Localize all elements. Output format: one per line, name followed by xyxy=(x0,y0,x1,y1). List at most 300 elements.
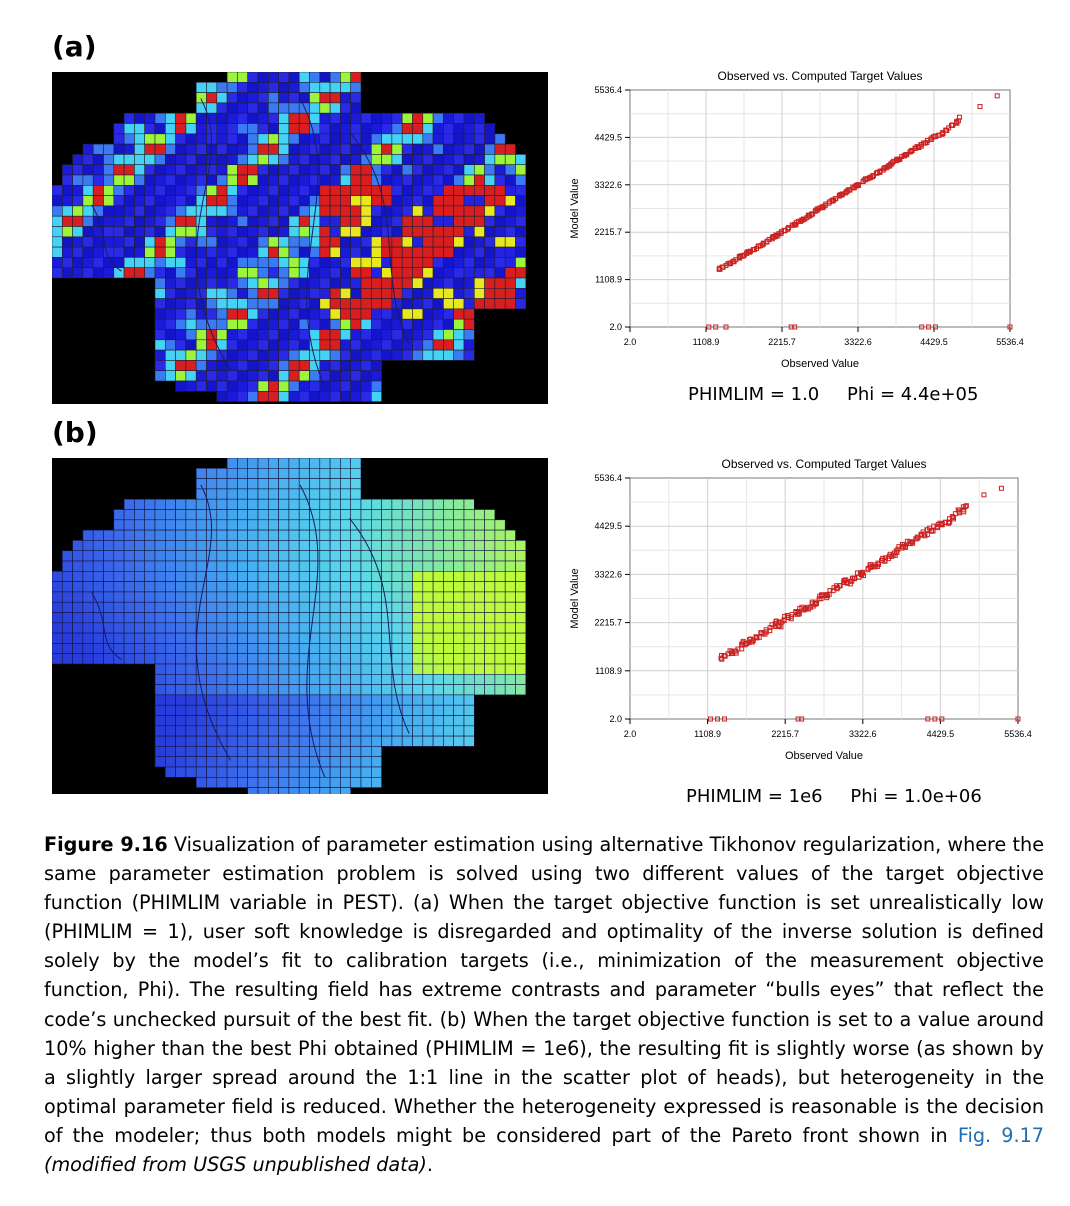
map-cell xyxy=(268,530,278,540)
map-cell xyxy=(165,633,175,643)
map-cell xyxy=(196,82,206,92)
map-cell xyxy=(73,216,83,226)
map-cell xyxy=(134,185,144,195)
map-cell xyxy=(186,288,196,298)
map-cell xyxy=(351,185,361,195)
map-cell xyxy=(165,592,175,602)
map-cell xyxy=(258,643,268,653)
y-tick-label: 2.0 xyxy=(609,714,622,724)
map-cell xyxy=(361,674,371,684)
map-cell xyxy=(186,654,196,664)
map-cell xyxy=(227,695,237,705)
map-cell xyxy=(268,592,278,602)
map-cell xyxy=(454,196,464,206)
map-cell xyxy=(217,530,227,540)
map-cell xyxy=(176,510,186,520)
map-cell xyxy=(351,571,361,581)
map-cell xyxy=(413,144,423,154)
map-cell xyxy=(227,716,237,726)
map-cell xyxy=(330,746,340,756)
map-cell xyxy=(516,175,526,185)
map-cell xyxy=(227,736,237,746)
map-cell xyxy=(351,695,361,705)
map-cell xyxy=(289,654,299,664)
map-cell xyxy=(114,510,124,520)
map-cell xyxy=(248,391,258,401)
map-cell xyxy=(248,602,258,612)
map-cell xyxy=(279,777,289,787)
map-cell xyxy=(145,654,155,664)
map-cell xyxy=(320,268,330,278)
map-cell xyxy=(176,592,186,602)
map-cell xyxy=(268,113,278,123)
map-cell xyxy=(155,144,165,154)
map-cell xyxy=(145,613,155,623)
map-cell xyxy=(145,499,155,509)
map-cell xyxy=(165,113,175,123)
phi-line-b xyxy=(686,786,982,807)
map-cell xyxy=(227,479,237,489)
map-cell xyxy=(207,350,217,360)
map-cell xyxy=(134,124,144,134)
map-cell xyxy=(505,654,515,664)
map-cell xyxy=(279,175,289,185)
map-cell xyxy=(73,247,83,257)
map-cell xyxy=(464,551,474,561)
map-cell xyxy=(413,613,423,623)
map-cell xyxy=(330,777,340,787)
map-cell xyxy=(186,350,196,360)
map-cell xyxy=(320,299,330,309)
map-cell xyxy=(268,654,278,664)
map-cell xyxy=(155,499,165,509)
map-cell xyxy=(217,654,227,664)
map-cell xyxy=(196,602,206,612)
map-cell xyxy=(505,592,515,602)
map-cell xyxy=(279,468,289,478)
map-cell xyxy=(505,257,515,267)
map-cell xyxy=(227,468,237,478)
map-cell xyxy=(186,510,196,520)
map-cell xyxy=(310,654,320,664)
map-cell xyxy=(114,561,124,571)
map-cell xyxy=(227,551,237,561)
map-cell xyxy=(217,309,227,319)
map-cell xyxy=(454,134,464,144)
map-cell xyxy=(114,154,124,164)
map-cell xyxy=(423,582,433,592)
map-cell xyxy=(340,510,350,520)
map-cell xyxy=(464,185,474,195)
map-cell xyxy=(248,510,258,520)
map-cell xyxy=(62,654,72,664)
map-cell xyxy=(320,82,330,92)
map-cell xyxy=(299,520,309,530)
map-cell xyxy=(279,695,289,705)
map-cell xyxy=(413,540,423,550)
map-cell xyxy=(165,540,175,550)
map-cell xyxy=(227,268,237,278)
map-cell xyxy=(330,623,340,633)
map-cell xyxy=(464,705,474,715)
map-cell xyxy=(330,103,340,113)
map-cell xyxy=(114,216,124,226)
map-cell xyxy=(464,664,474,674)
map-cell xyxy=(124,154,134,164)
map-cell xyxy=(382,278,392,288)
map-cell xyxy=(62,633,72,643)
map-cell xyxy=(454,582,464,592)
map-cell xyxy=(155,602,165,612)
map-cell xyxy=(454,268,464,278)
map-cell xyxy=(392,643,402,653)
map-cell xyxy=(279,227,289,237)
map-cell xyxy=(320,319,330,329)
map-cell xyxy=(402,299,412,309)
map-cell xyxy=(330,582,340,592)
map-cell xyxy=(351,582,361,592)
map-cell xyxy=(382,340,392,350)
map-cell xyxy=(320,613,330,623)
map-cell xyxy=(413,602,423,612)
map-cell xyxy=(361,165,371,175)
map-cell xyxy=(248,520,258,530)
map-cell xyxy=(433,643,443,653)
map-cell xyxy=(279,319,289,329)
map-cell xyxy=(299,330,309,340)
map-cell xyxy=(320,360,330,370)
map-cell xyxy=(454,227,464,237)
map-cell xyxy=(155,360,165,370)
map-cell xyxy=(289,288,299,298)
map-cell xyxy=(248,777,258,787)
map-cell xyxy=(382,319,392,329)
map-cell xyxy=(413,175,423,185)
map-cell xyxy=(485,278,495,288)
map-cell xyxy=(268,777,278,787)
map-cell xyxy=(258,674,268,684)
panel-b-label: (b) xyxy=(52,416,98,449)
map-cell xyxy=(155,124,165,134)
map-cell xyxy=(516,592,526,602)
map-cell xyxy=(217,371,227,381)
map-cell xyxy=(93,654,103,664)
map-cell xyxy=(258,278,268,288)
map-cell xyxy=(114,633,124,643)
map-cell xyxy=(186,165,196,175)
map-cell xyxy=(279,247,289,257)
map-cell xyxy=(402,654,412,664)
map-cell xyxy=(351,278,361,288)
map-cell xyxy=(413,571,423,581)
map-cell xyxy=(433,309,443,319)
map-cell xyxy=(464,165,474,175)
map-cell xyxy=(299,93,309,103)
map-cell xyxy=(83,206,93,216)
map-cell xyxy=(248,685,258,695)
map-cell xyxy=(474,551,484,561)
map-cell xyxy=(485,124,495,134)
map-cell xyxy=(73,257,83,267)
map-cell xyxy=(340,113,350,123)
map-cell xyxy=(320,757,330,767)
map-cell xyxy=(330,551,340,561)
map-cell xyxy=(299,571,309,581)
map-cell xyxy=(289,72,299,82)
x-tick-label: 1108.9 xyxy=(694,729,722,739)
map-cell xyxy=(433,726,443,736)
map-cell xyxy=(145,154,155,164)
map-cell xyxy=(289,777,299,787)
map-cell xyxy=(371,257,381,267)
map-cell xyxy=(248,340,258,350)
map-cell xyxy=(248,257,258,267)
map-cell xyxy=(165,247,175,257)
map-cell xyxy=(62,175,72,185)
map-cell xyxy=(124,185,134,195)
map-cell xyxy=(207,643,217,653)
map-cell xyxy=(104,571,114,581)
map-cell xyxy=(485,237,495,247)
map-cell xyxy=(196,767,206,777)
map-cell xyxy=(454,278,464,288)
map-cell xyxy=(114,613,124,623)
map-cell xyxy=(124,582,134,592)
map-cell xyxy=(371,654,381,664)
map-cell xyxy=(454,530,464,540)
map-cell xyxy=(454,561,464,571)
map-cell xyxy=(505,571,515,581)
map-cell xyxy=(310,72,320,82)
map-cell xyxy=(464,582,474,592)
map-cell xyxy=(340,633,350,643)
map-cell xyxy=(217,510,227,520)
map-cell xyxy=(227,134,237,144)
map-cell xyxy=(268,288,278,298)
map-cell xyxy=(443,592,453,602)
map-cell xyxy=(495,654,505,664)
map-cell xyxy=(207,371,217,381)
map-cell xyxy=(433,227,443,237)
map-cell xyxy=(227,391,237,401)
map-cell xyxy=(258,319,268,329)
map-cell xyxy=(248,643,258,653)
map-cell xyxy=(186,247,196,257)
map-cell xyxy=(320,479,330,489)
map-cell xyxy=(340,757,350,767)
map-cell xyxy=(186,309,196,319)
map-cell xyxy=(320,185,330,195)
map-cell xyxy=(413,237,423,247)
map-cell xyxy=(237,196,247,206)
map-cell xyxy=(299,540,309,550)
map-cell xyxy=(433,350,443,360)
map-cell xyxy=(165,360,175,370)
map-cell xyxy=(104,165,114,175)
map-cell xyxy=(227,489,237,499)
map-cell xyxy=(186,371,196,381)
map-cell xyxy=(351,391,361,401)
map-cell xyxy=(392,196,402,206)
map-cell xyxy=(464,144,474,154)
map-cell xyxy=(62,602,72,612)
map-cell xyxy=(485,602,495,612)
map-cell xyxy=(443,247,453,257)
map-cell xyxy=(340,381,350,391)
map-cell xyxy=(402,674,412,684)
map-cell xyxy=(361,767,371,777)
map-cell xyxy=(516,154,526,164)
map-cell xyxy=(454,299,464,309)
map-cell xyxy=(423,551,433,561)
map-cell xyxy=(279,165,289,175)
map-cell xyxy=(227,757,237,767)
map-cell xyxy=(299,288,309,298)
map-cell xyxy=(382,664,392,674)
map-cell xyxy=(248,489,258,499)
map-cell xyxy=(495,602,505,612)
map-cell xyxy=(330,510,340,520)
map-cell xyxy=(495,664,505,674)
map-cell xyxy=(423,237,433,247)
map-cell xyxy=(310,705,320,715)
map-cell xyxy=(340,93,350,103)
map-cell xyxy=(330,206,340,216)
map-cell xyxy=(217,623,227,633)
y-tick-label: 3322.6 xyxy=(594,569,622,580)
map-cell xyxy=(176,664,186,674)
map-cell xyxy=(351,458,361,468)
map-cell xyxy=(474,268,484,278)
map-cell xyxy=(186,299,196,309)
map-cell xyxy=(464,510,474,520)
map-cell xyxy=(227,319,237,329)
map-cell xyxy=(227,154,237,164)
map-cell xyxy=(237,330,247,340)
map-cell xyxy=(454,602,464,612)
map-cell xyxy=(423,340,433,350)
map-cell xyxy=(145,247,155,257)
map-cell xyxy=(320,288,330,298)
map-cell xyxy=(155,551,165,561)
map-cell xyxy=(196,510,206,520)
map-cell xyxy=(217,633,227,643)
map-cell xyxy=(248,540,258,550)
map-cell xyxy=(423,695,433,705)
map-cell xyxy=(340,674,350,684)
map-cell xyxy=(392,633,402,643)
figure-link[interactable]: Fig. 9.17 xyxy=(957,1123,1044,1147)
map-cell xyxy=(145,206,155,216)
map-cell xyxy=(320,716,330,726)
map-cell xyxy=(196,175,206,185)
map-cell xyxy=(330,257,340,267)
map-cell xyxy=(227,227,237,237)
map-cell xyxy=(382,540,392,550)
map-cell xyxy=(443,664,453,674)
map-cell xyxy=(361,746,371,756)
map-cell xyxy=(279,206,289,216)
map-cell xyxy=(227,726,237,736)
map-cell xyxy=(258,540,268,550)
map-cell xyxy=(258,288,268,298)
map-cell xyxy=(207,582,217,592)
map-cell xyxy=(516,602,526,612)
map-cell xyxy=(423,705,433,715)
map-cell xyxy=(310,664,320,674)
map-cell xyxy=(423,330,433,340)
map-cell xyxy=(330,695,340,705)
map-cell xyxy=(485,196,495,206)
map-cell xyxy=(474,196,484,206)
map-cell xyxy=(196,319,206,329)
map-cell xyxy=(165,330,175,340)
map-cell xyxy=(227,705,237,715)
map-cell xyxy=(413,299,423,309)
map-cell xyxy=(371,381,381,391)
map-cell xyxy=(258,196,268,206)
map-cell xyxy=(474,520,484,530)
map-cell xyxy=(155,561,165,571)
map-cell xyxy=(217,124,227,134)
map-cell xyxy=(83,154,93,164)
map-cell xyxy=(330,540,340,550)
map-cell xyxy=(361,268,371,278)
x-tick-label: 2.0 xyxy=(623,729,637,739)
map-cell xyxy=(227,746,237,756)
map-cell xyxy=(474,561,484,571)
map-cell xyxy=(330,530,340,540)
map-cell xyxy=(196,113,206,123)
map-cell xyxy=(248,746,258,756)
map-cell xyxy=(320,175,330,185)
map-cell xyxy=(237,391,247,401)
map-cell xyxy=(351,757,361,767)
map-cell xyxy=(62,561,72,571)
map-cell xyxy=(402,530,412,540)
map-cell xyxy=(474,216,484,226)
map-cell xyxy=(62,206,72,216)
map-cell xyxy=(289,685,299,695)
map-cell xyxy=(423,268,433,278)
map-cell xyxy=(402,196,412,206)
map-cell xyxy=(443,113,453,123)
map-cell xyxy=(464,113,474,123)
phimlim-b: PHIMLIM = 1e6 xyxy=(686,786,823,807)
map-cell xyxy=(237,716,247,726)
map-cell xyxy=(155,520,165,530)
map-cell xyxy=(443,340,453,350)
map-cell xyxy=(433,288,443,298)
map-cell xyxy=(217,154,227,164)
map-cell xyxy=(104,530,114,540)
map-cell xyxy=(196,93,206,103)
map-cell xyxy=(443,561,453,571)
map-cell xyxy=(382,330,392,340)
map-cell xyxy=(485,582,495,592)
map-cell xyxy=(361,654,371,664)
x-axis-title: Observed Value xyxy=(780,358,860,370)
map-cell xyxy=(433,561,443,571)
map-cell xyxy=(382,175,392,185)
map-cell xyxy=(320,561,330,571)
map-cell xyxy=(382,350,392,360)
map-cell xyxy=(340,489,350,499)
map-cell xyxy=(371,674,381,684)
map-cell xyxy=(505,664,515,674)
map-cell xyxy=(217,257,227,267)
map-cell xyxy=(83,540,93,550)
